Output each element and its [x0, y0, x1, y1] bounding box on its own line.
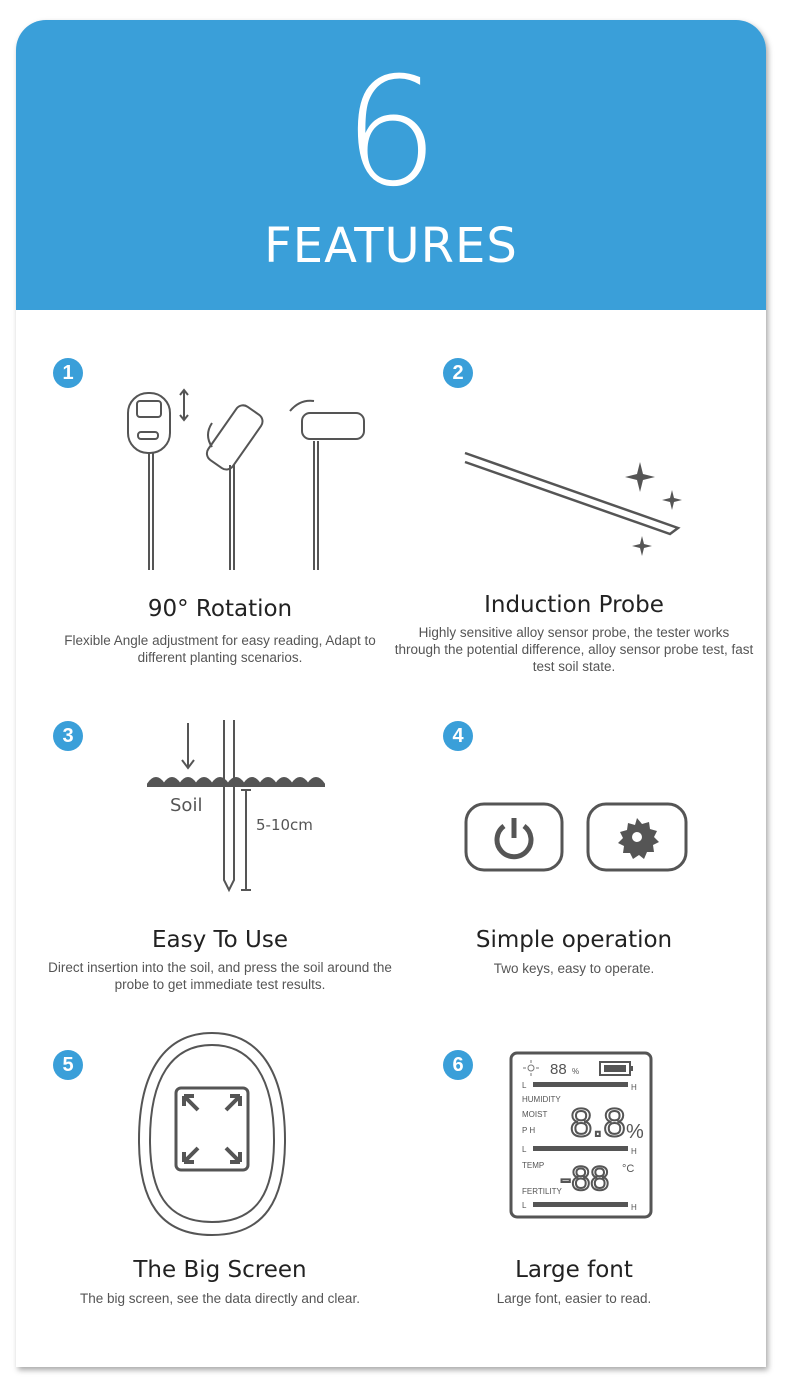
svg-text:P H: P H: [522, 1126, 536, 1135]
power-icon: [497, 818, 531, 857]
feature-3-desc: Direct insertion into the soil, and press the soil around the probe to get immediate test results.: [48, 960, 392, 992]
svg-text:L: L: [522, 1201, 527, 1210]
feature-2-title: Induction Probe: [484, 592, 664, 618]
expand-arrows-icon: [184, 1096, 240, 1162]
svg-text:%: %: [572, 1067, 580, 1076]
feature-4-title: Simple operation: [475, 927, 673, 953]
svg-text:TEMP: TEMP: [522, 1161, 545, 1170]
sun-icon: [523, 1060, 539, 1076]
features-count: 6: [343, 46, 439, 220]
feature-6-desc: Large font, easier to read.: [496, 1291, 652, 1306]
lcd-top-value: 88: [550, 1061, 567, 1078]
svg-text:L: L: [522, 1081, 527, 1090]
header-banner: [16, 20, 766, 310]
feature-2-desc: Highly sensitive alloy sensor probe, the tester works through the potential difference, alloy sensor probe test, fast test soil state.: [394, 625, 754, 674]
lcd-illustration: [508, 1050, 654, 1220]
svg-text:H: H: [631, 1203, 637, 1212]
probe-illustration: [460, 450, 690, 560]
header-title: FEATURES: [264, 218, 518, 274]
settings-button[interactable]: [586, 802, 688, 872]
battery-icon: [600, 1062, 633, 1075]
svg-text:L: L: [522, 1145, 527, 1154]
svg-text:%: %: [626, 1121, 644, 1143]
feature-1-title: 90° Rotation: [147, 596, 293, 622]
soil-illustration: [140, 718, 330, 893]
svg-text:°C: °C: [622, 1163, 635, 1175]
depth-label: 5-10cm: [256, 816, 313, 834]
svg-text:MOIST: MOIST: [522, 1110, 548, 1119]
feature-3-badge: 3: [53, 721, 83, 751]
feature-6-badge: 6: [443, 1050, 473, 1080]
svg-text:H: H: [631, 1083, 637, 1092]
rotation-illustration: [120, 385, 370, 580]
feature-4-desc: Two keys, easy to operate.: [493, 961, 655, 976]
feature-2-badge: 2: [443, 358, 473, 388]
svg-text:H: H: [631, 1147, 637, 1156]
big-screen-illustration: [136, 1030, 288, 1240]
svg-text:FERTILITY: FERTILITY: [522, 1187, 562, 1196]
soil-label: Soil: [170, 795, 203, 816]
feature-4-badge: 4: [443, 721, 473, 751]
lcd-main-value: 8.8: [570, 1101, 626, 1145]
svg-text:HUMIDITY: HUMIDITY: [522, 1095, 561, 1104]
feature-6-title: Large font: [515, 1257, 633, 1283]
feature-3-title: Easy To Use: [151, 927, 289, 953]
feature-5-badge: 5: [53, 1050, 83, 1080]
power-button[interactable]: [464, 802, 564, 872]
lcd-temp-value: -88: [560, 1160, 610, 1198]
feature-1-badge: 1: [53, 358, 83, 388]
feature-5-desc: The big screen, see the data directly and clear.: [80, 1291, 360, 1306]
feature-5-title: The Big Screen: [133, 1257, 307, 1283]
feature-1-desc: Flexible Angle adjustment for easy reading, Adapt to different planting scenarios.: [64, 633, 376, 665]
gear-icon: [618, 818, 659, 859]
